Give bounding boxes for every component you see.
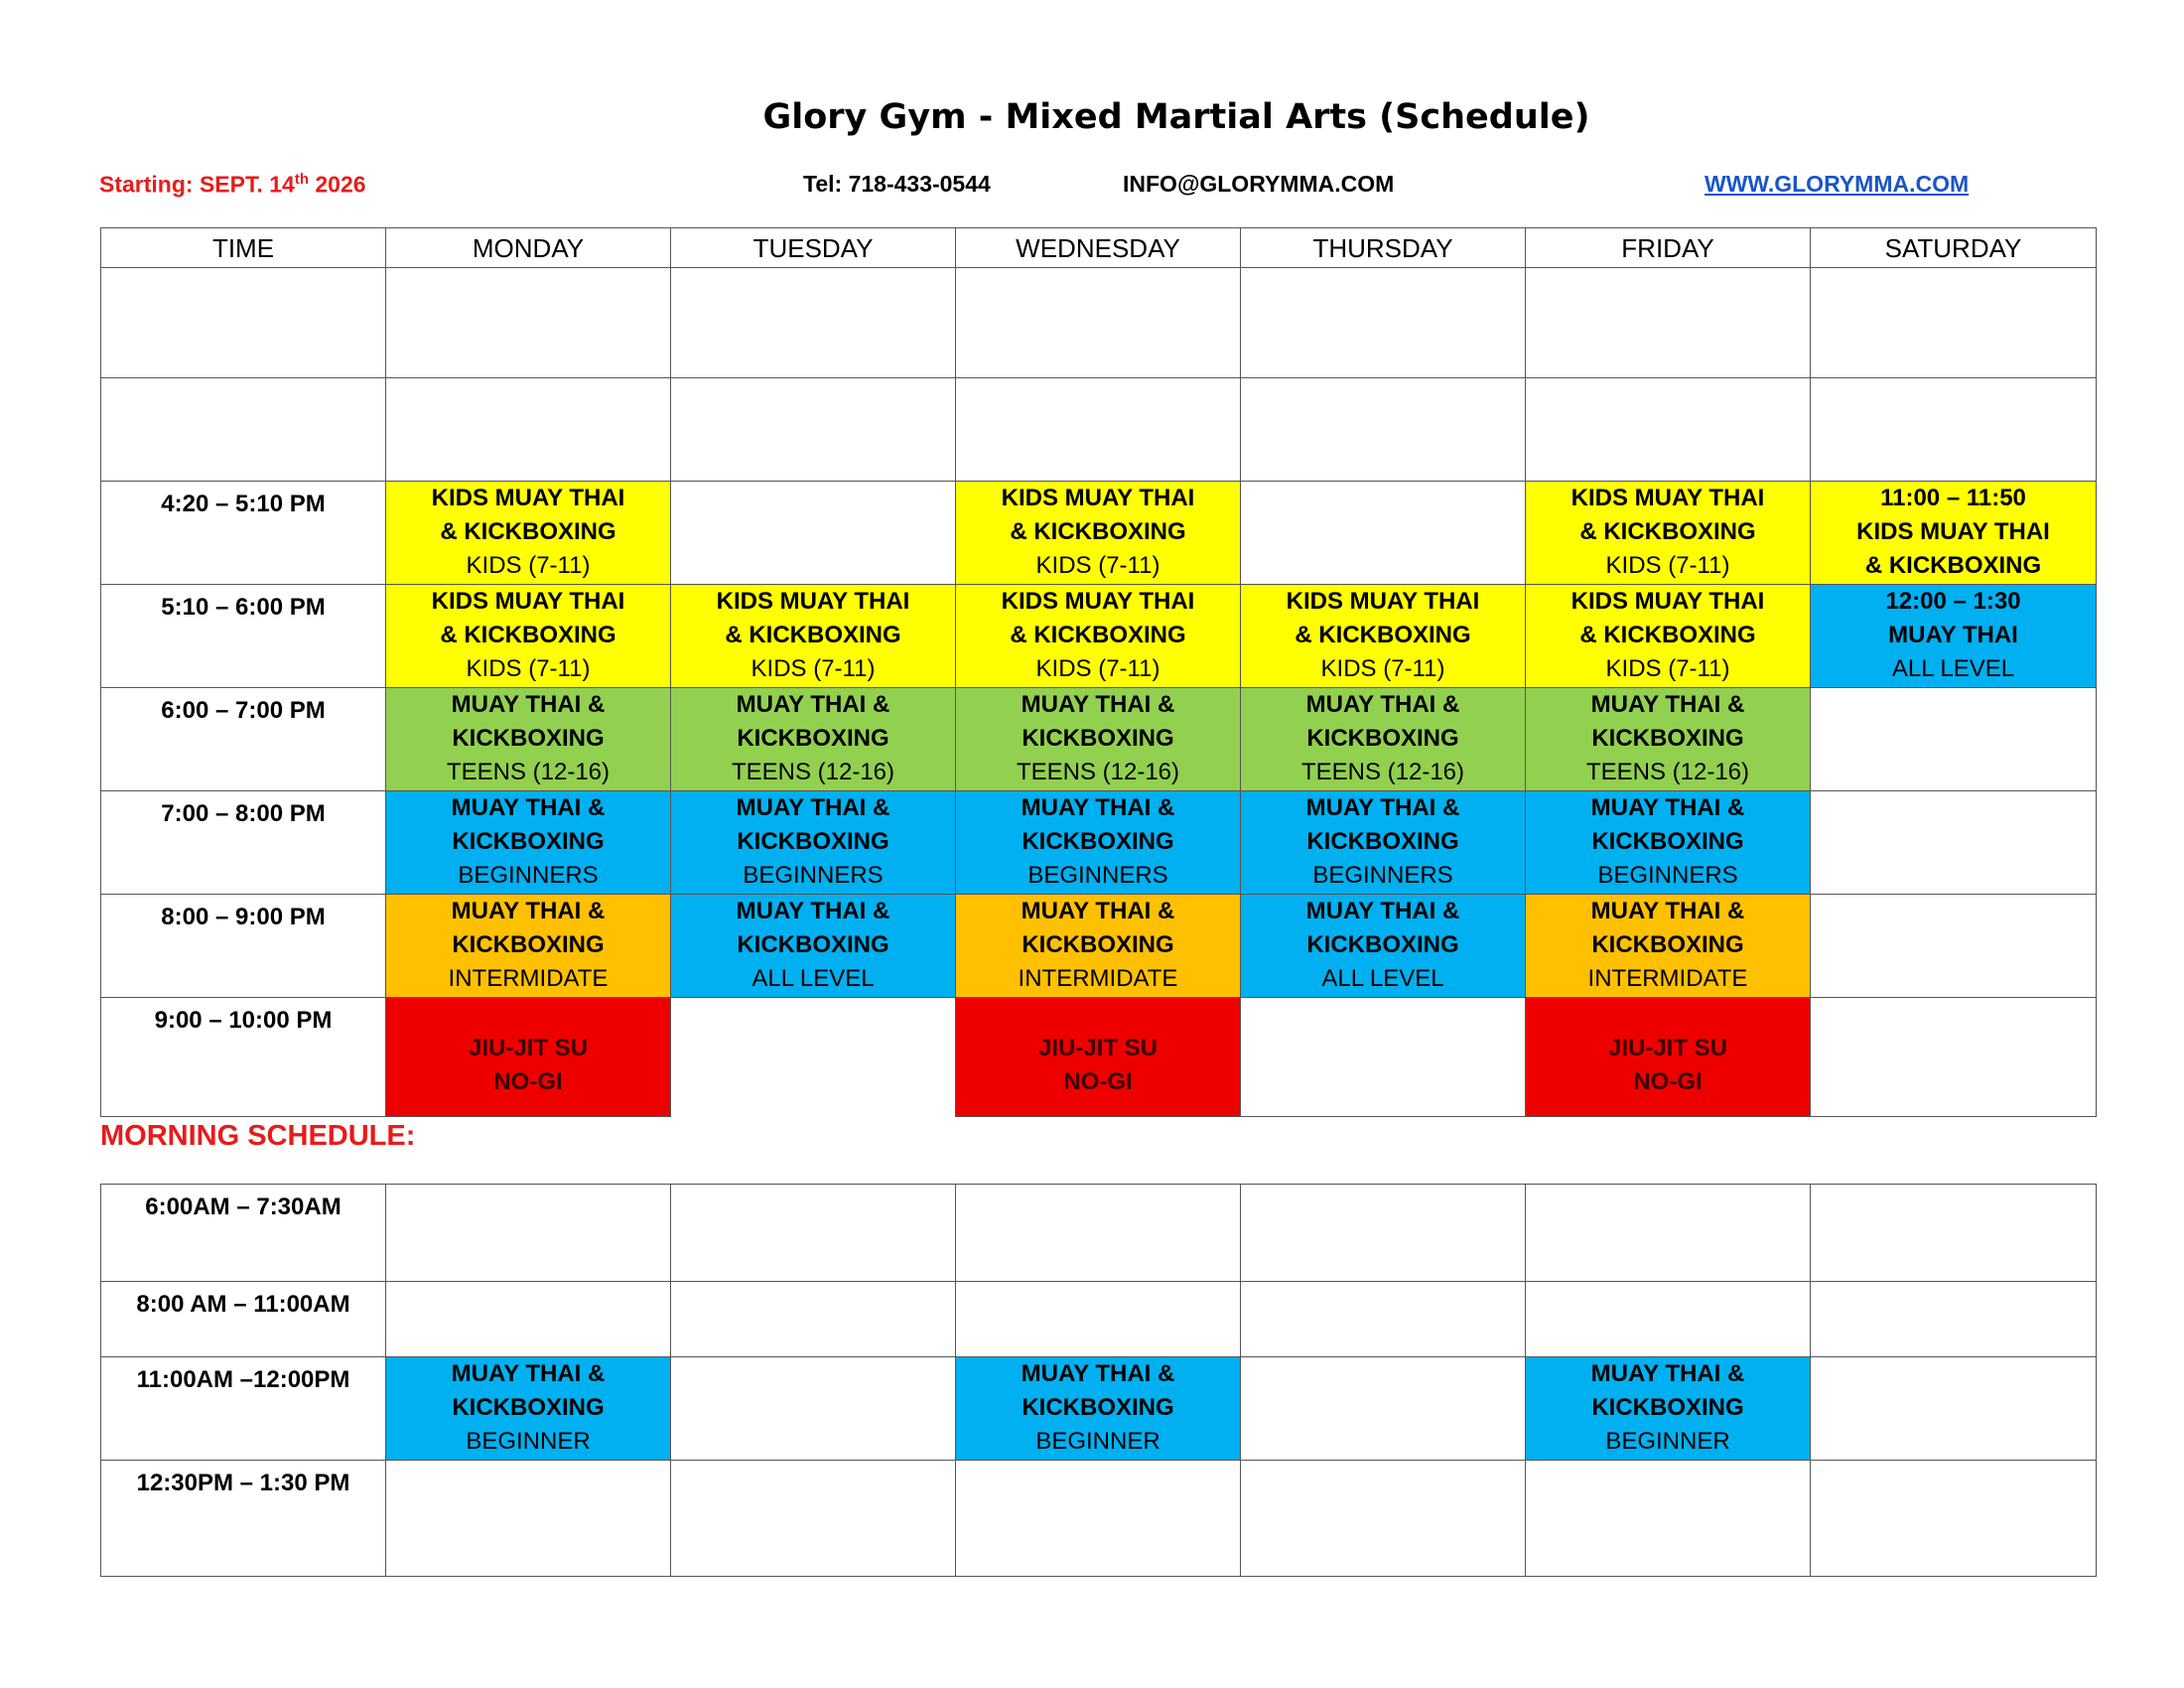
class-text-line: BEGINNERS <box>743 862 884 889</box>
time-slot: 12:30PM – 1:30 PM <box>101 1461 386 1577</box>
empty-cell <box>386 378 671 482</box>
empty-cell <box>1811 268 2097 378</box>
class-cell <box>386 688 671 791</box>
empty-cell <box>1241 1461 1526 1577</box>
class-cell <box>671 585 956 688</box>
empty-cell <box>1241 1357 1526 1461</box>
class-text-line: KICKBOXING <box>1022 725 1174 752</box>
class-cell <box>956 1357 1241 1461</box>
class-cell <box>956 585 1241 688</box>
class-cell <box>386 791 671 895</box>
class-text-line: BEGINNERS <box>1597 862 1738 889</box>
schedule-row <box>101 1357 2097 1461</box>
empty-cell <box>1526 378 1811 482</box>
class-text-line: TEENS (12-16) <box>1585 759 1750 785</box>
empty-cell <box>101 378 386 482</box>
empty-cell <box>671 268 956 378</box>
class-text-line: ALL LEVEL <box>751 965 875 992</box>
class-cell <box>1526 791 1811 895</box>
empty-cell <box>956 268 1241 378</box>
class-text-line: INTERMIDATE <box>448 965 609 992</box>
time-slot: 8:00 – 9:00 PM <box>101 895 386 998</box>
column-header-tuesday: TUESDAY <box>671 228 956 268</box>
class-text-line: BEGINNERS <box>458 862 599 889</box>
class-text-line: KIDS MUAY THAI <box>1001 588 1195 615</box>
website-link[interactable]: WWW.GLORYMMA.COM <box>1705 171 1970 197</box>
class-cell <box>1526 482 1811 585</box>
class-text-line: MUAY THAI & <box>451 898 606 924</box>
empty-cell <box>1811 895 2097 998</box>
empty-cell <box>1811 791 2097 895</box>
class-cell <box>671 895 956 998</box>
start-date-year: 2026 <box>309 171 366 198</box>
time-slot: 5:10 – 6:00 PM <box>101 585 386 688</box>
column-header-monday: MONDAY <box>386 228 671 268</box>
time-slot: 11:00AM –12:00PM <box>101 1357 386 1461</box>
time-slot: 7:00 – 8:00 PM <box>101 791 386 895</box>
empty-cell <box>1811 1357 2097 1461</box>
schedule-row <box>101 585 2097 688</box>
schedule-row <box>101 1461 2097 1577</box>
class-cell <box>386 1357 671 1461</box>
column-header-time: TIME <box>101 228 386 268</box>
class-text-line: KICKBOXING <box>1022 1394 1174 1421</box>
column-header-thursday: THURSDAY <box>1241 228 1526 268</box>
class-text-line: KIDS MUAY THAI <box>1570 588 1765 615</box>
class-text-line: & KICKBOXING <box>1864 552 2042 579</box>
time-slot: 4:20 – 5:10 PM <box>101 482 386 585</box>
class-text-line: TEENS (12-16) <box>446 759 611 785</box>
class-text-line: KICKBOXING <box>1306 725 1459 752</box>
class-text-line: KICKBOXING <box>452 725 605 752</box>
class-text-line: 12:00 – 1:30 <box>1885 588 2021 615</box>
class-text-line: BEGINNERS <box>1312 862 1453 889</box>
class-text-line: & KICKBOXING <box>440 622 616 648</box>
empty-row <box>101 268 2097 378</box>
class-text-line: KICKBOXING <box>1022 828 1174 855</box>
class-cell <box>1811 585 2097 688</box>
class-text-line: JIU-JIT SU <box>1037 1035 1159 1061</box>
empty-cell <box>671 998 956 1117</box>
class-text-line: BEGINNER <box>1605 1428 1730 1455</box>
empty-cell <box>671 1185 956 1282</box>
phone-number: Tel: 718-433-0544 <box>803 171 991 197</box>
class-cell <box>1241 895 1526 998</box>
class-text-line: MUAY THAI & <box>1021 1360 1175 1387</box>
class-text-line: NO-GI <box>493 1068 563 1095</box>
class-text-line: KICKBOXING <box>452 828 605 855</box>
class-text-line: KICKBOXING <box>737 725 889 752</box>
class-cell <box>671 688 956 791</box>
empty-cell <box>671 1282 956 1357</box>
schedule-row <box>101 482 2097 585</box>
empty-cell <box>1241 1185 1526 1282</box>
class-cell <box>1526 998 1811 1117</box>
class-text-line: JIU-JIT SU <box>468 1035 589 1061</box>
page-title: Glory Gym - Mixed Martial Arts (Schedule) <box>762 97 1590 137</box>
class-text-line: MUAY THAI <box>1888 622 2018 648</box>
class-text-line: INTERMIDATE <box>1587 965 1748 992</box>
class-text-line: INTERMIDATE <box>1018 965 1178 992</box>
class-text-line: MUAY THAI & <box>1021 691 1175 718</box>
schedule-row <box>101 1282 2097 1357</box>
class-text-line: KICKBOXING <box>1022 931 1174 958</box>
class-text-line: KICKBOXING <box>1591 931 1744 958</box>
class-text-line: KICKBOXING <box>452 1394 605 1421</box>
class-cell <box>386 585 671 688</box>
class-cell <box>956 895 1241 998</box>
class-text-line: KIDS (7-11) <box>1605 552 1730 579</box>
class-text-line: MUAY THAI & <box>736 794 890 821</box>
empty-cell <box>671 482 956 585</box>
class-text-line: KIDS (7-11) <box>466 552 591 579</box>
class-text-line: KIDS MUAY THAI <box>1001 485 1195 511</box>
empty-cell <box>1241 1282 1526 1357</box>
class-cell <box>386 998 671 1117</box>
class-text-line: MUAY THAI & <box>451 691 606 718</box>
class-text-line: TEENS (12-16) <box>731 759 895 785</box>
class-cell <box>386 482 671 585</box>
class-cell <box>1241 688 1526 791</box>
class-text-line: KIDS MUAY THAI <box>431 588 625 615</box>
time-slot: 6:00AM – 7:30AM <box>101 1185 386 1282</box>
class-text-line: KIDS (7-11) <box>1035 552 1160 579</box>
class-text-line: MUAY THAI & <box>451 1360 606 1387</box>
class-text-line: KICKBOXING <box>452 931 605 958</box>
schedule-row <box>101 688 2097 791</box>
empty-cell <box>956 1185 1241 1282</box>
class-text-line: KICKBOXING <box>1591 828 1744 855</box>
empty-cell <box>101 268 386 378</box>
class-cell <box>386 895 671 998</box>
class-text-line: & KICKBOXING <box>440 518 616 545</box>
empty-cell <box>1526 1282 1811 1357</box>
class-text-line: KICKBOXING <box>737 828 889 855</box>
class-text-line: KIDS (7-11) <box>751 655 876 682</box>
empty-cell <box>1241 482 1526 585</box>
empty-cell <box>1526 1185 1811 1282</box>
empty-cell <box>386 1185 671 1282</box>
class-text-line: JIU-JIT SU <box>1607 1035 1728 1061</box>
empty-cell <box>956 378 1241 482</box>
time-slot: 8:00 AM – 11:00AM <box>101 1282 386 1357</box>
class-cell <box>1526 585 1811 688</box>
class-text-line: MUAY THAI & <box>1021 794 1175 821</box>
class-cell <box>956 482 1241 585</box>
empty-cell <box>1811 1461 2097 1577</box>
column-header-wednesday: WEDNESDAY <box>956 228 1241 268</box>
class-text-line: MUAY THAI & <box>1590 1360 1745 1387</box>
empty-cell <box>386 1461 671 1577</box>
class-text-line: MUAY THAI & <box>1590 898 1745 924</box>
class-text-line: KIDS MUAY THAI <box>1570 485 1765 511</box>
evening-schedule-table <box>100 227 2097 1117</box>
class-text-line: MUAY THAI & <box>1305 691 1460 718</box>
empty-cell <box>956 1461 1241 1577</box>
class-text-line: MUAY THAI & <box>1305 898 1460 924</box>
class-cell <box>956 688 1241 791</box>
class-text-line: ALL LEVEL <box>1321 965 1444 992</box>
start-date-prefix: Starting: SEPT. 14 <box>99 171 295 198</box>
empty-cell <box>1241 998 1526 1117</box>
class-cell <box>671 791 956 895</box>
time-slot: 6:00 – 7:00 PM <box>101 688 386 791</box>
class-text-line: NO-GI <box>1063 1068 1133 1095</box>
class-text-line: MUAY THAI & <box>736 898 890 924</box>
class-text-line: TEENS (12-16) <box>1016 759 1180 785</box>
class-cell <box>1526 688 1811 791</box>
class-text-line: KIDS (7-11) <box>466 655 591 682</box>
class-cell <box>1811 482 2097 585</box>
schedule-row <box>101 895 2097 998</box>
class-text-line: KICKBOXING <box>1591 725 1744 752</box>
class-text-line: KIDS (7-11) <box>1320 655 1445 682</box>
class-text-line: BEGINNERS <box>1027 862 1168 889</box>
class-text-line: KIDS MUAY THAI <box>431 485 625 511</box>
email-address: INFO@GLORYMMA.COM <box>1123 171 1395 197</box>
header-row <box>101 228 2097 268</box>
class-text-line: & KICKBOXING <box>1579 622 1756 648</box>
class-text-line: BEGINNER <box>466 1428 591 1455</box>
empty-cell <box>1241 268 1526 378</box>
empty-row <box>101 378 2097 482</box>
class-text-line: KIDS MUAY THAI <box>1286 588 1480 615</box>
start-date <box>99 171 366 199</box>
class-text-line: KICKBOXING <box>1306 828 1459 855</box>
class-text-line: ALL LEVEL <box>1891 655 2015 682</box>
empty-cell <box>1526 1461 1811 1577</box>
class-text-line: 11:00 – 11:50 <box>1880 485 2026 511</box>
class-text-line: NO-GI <box>1633 1068 1703 1095</box>
class-text-line: & KICKBOXING <box>1295 622 1471 648</box>
start-date-suffix: th <box>294 171 309 188</box>
time-slot: 9:00 – 10:00 PM <box>101 998 386 1117</box>
empty-cell <box>956 1282 1241 1357</box>
column-header-friday: FRIDAY <box>1526 228 1811 268</box>
class-text-line: KIDS (7-11) <box>1035 655 1160 682</box>
class-cell <box>956 998 1241 1117</box>
class-cell <box>1526 1357 1811 1461</box>
class-text-line: MUAY THAI & <box>736 691 890 718</box>
empty-cell <box>1526 268 1811 378</box>
class-text-line: KIDS MUAY THAI <box>716 588 910 615</box>
class-text-line: & KICKBOXING <box>725 622 901 648</box>
morning-schedule-heading: MORNING SCHEDULE: <box>100 1120 416 1152</box>
class-text-line: KIDS MUAY THAI <box>1856 518 2050 545</box>
empty-cell <box>1811 688 2097 791</box>
class-cell <box>956 791 1241 895</box>
empty-cell <box>1811 1282 2097 1357</box>
class-cell <box>1241 585 1526 688</box>
empty-cell <box>1241 378 1526 482</box>
class-text-line: MUAY THAI & <box>1590 794 1745 821</box>
class-text-line: KICKBOXING <box>1591 1394 1744 1421</box>
class-text-line: KICKBOXING <box>1306 931 1459 958</box>
empty-cell <box>671 1461 956 1577</box>
column-header-saturday: SATURDAY <box>1811 228 2097 268</box>
class-text-line: KICKBOXING <box>737 931 889 958</box>
class-text-line: MUAY THAI & <box>1590 691 1745 718</box>
class-text-line: TEENS (12-16) <box>1300 759 1465 785</box>
empty-cell <box>1811 998 2097 1117</box>
class-text-line: & KICKBOXING <box>1579 518 1756 545</box>
morning-schedule-table <box>100 1184 2097 1577</box>
class-cell <box>1241 791 1526 895</box>
empty-cell <box>1811 1185 2097 1282</box>
class-text-line: KIDS (7-11) <box>1605 655 1730 682</box>
empty-cell <box>386 268 671 378</box>
class-cell <box>1526 895 1811 998</box>
class-text-line: & KICKBOXING <box>1010 518 1186 545</box>
schedule-row <box>101 791 2097 895</box>
empty-cell <box>1811 378 2097 482</box>
class-text-line: & KICKBOXING <box>1010 622 1186 648</box>
empty-cell <box>671 1357 956 1461</box>
class-text-line: BEGINNER <box>1035 1428 1160 1455</box>
class-text-line: MUAY THAI & <box>1305 794 1460 821</box>
schedule-row <box>101 1185 2097 1282</box>
class-text-line: MUAY THAI & <box>451 794 606 821</box>
empty-cell <box>386 1282 671 1357</box>
class-text-line: MUAY THAI & <box>1021 898 1175 924</box>
schedule-row <box>101 998 2097 1117</box>
empty-cell <box>671 378 956 482</box>
